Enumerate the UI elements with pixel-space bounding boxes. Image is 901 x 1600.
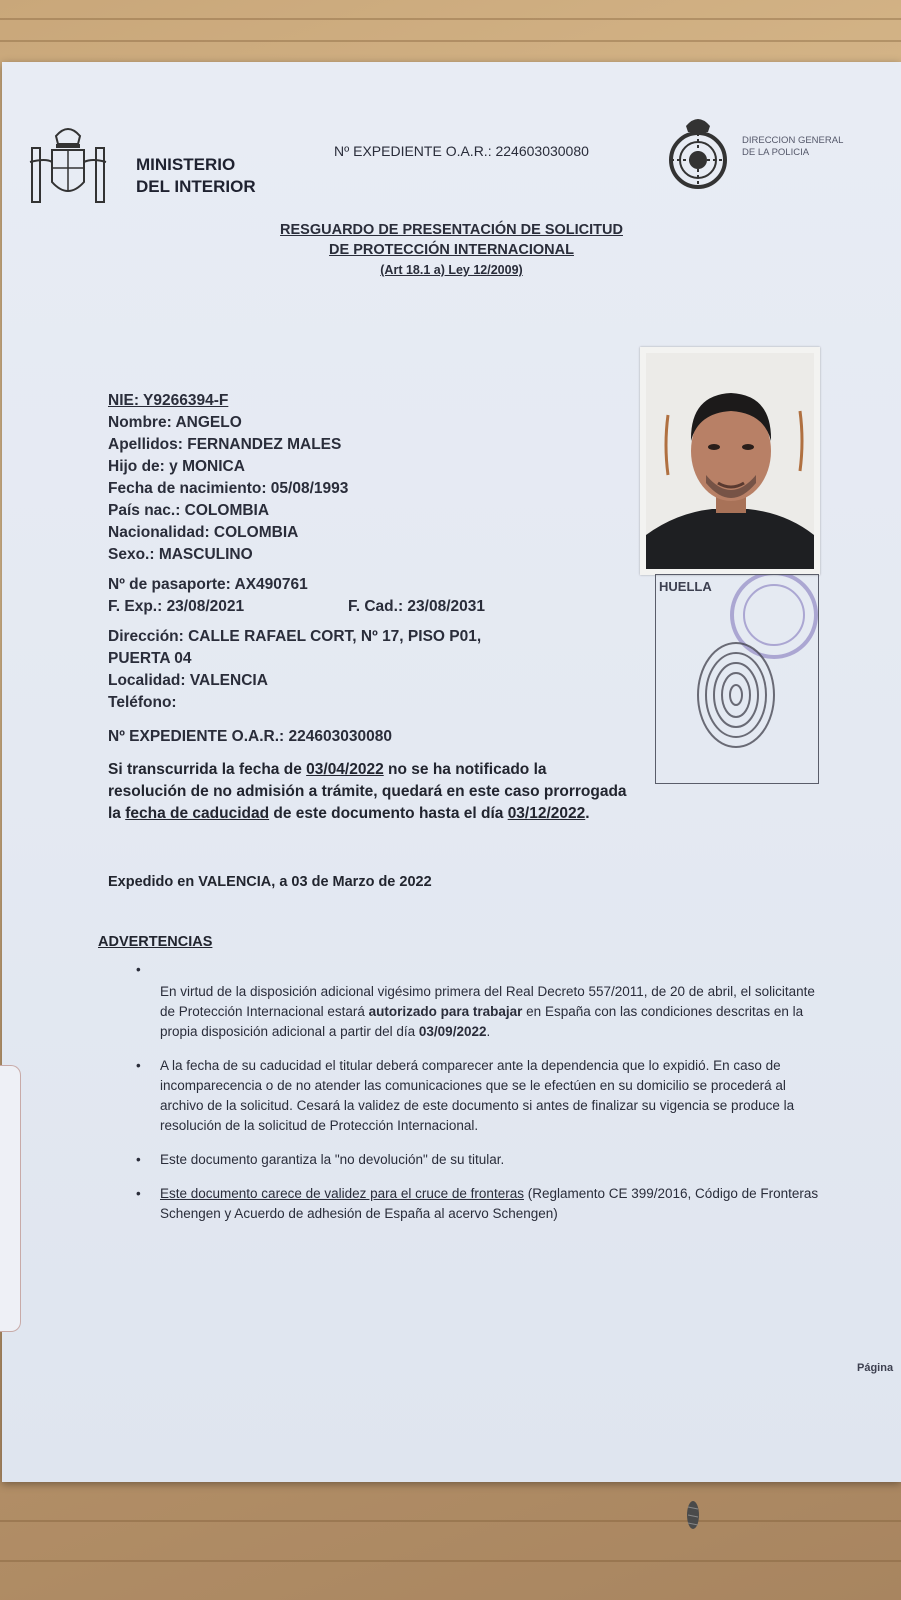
ministry-line2: DEL INTERIOR xyxy=(136,177,256,196)
wood-grain xyxy=(0,18,901,20)
fecha-nacimiento-field: Fecha de nacimiento: 05/08/1993 xyxy=(108,480,349,497)
sexo-field: Sexo.: MASCULINO xyxy=(108,546,253,563)
hijo-de-field: Hijo de: y MONICA xyxy=(108,458,245,475)
title-line1: RESGUARDO DE PRESENTACIÓN DE SOLICITUD xyxy=(280,222,623,238)
b1-text-c: . xyxy=(486,1024,491,1039)
list-item xyxy=(136,1150,826,1170)
bullet-icon: • xyxy=(136,1152,141,1167)
telefono-field: Teléfono: xyxy=(108,694,177,711)
applicant-photo-frame xyxy=(640,347,820,575)
title-line2: DE PROTECCIÓN INTERNACIONAL xyxy=(329,242,574,258)
screw-icon xyxy=(682,1495,704,1535)
page-label: Página xyxy=(857,1362,894,1374)
f-cad-field: F. Cad.: 23/08/2031 xyxy=(348,598,485,615)
advertencias-title: ADVERTENCIAS xyxy=(98,934,213,950)
fingerprint-box xyxy=(655,574,819,784)
bullet-icon: • xyxy=(136,1186,141,1201)
spanish-coat-of-arms-icon xyxy=(26,122,110,212)
b1-date: 03/09/2022 xyxy=(418,1024,487,1039)
f-exp-field: F. Exp.: 23/08/2021 xyxy=(108,598,245,615)
list-item xyxy=(136,1184,826,1224)
title-line3: (Art 18.1 a) Ley 12/2009) xyxy=(380,263,523,277)
bullet-icon: • xyxy=(136,1058,141,1073)
b4-text: (Reglamento CE 399/2016, Código de Fronteras Schengen y Acuerdo de adhesión de España al acervo Schengen) xyxy=(160,1186,819,1221)
direccion-field: Dirección: CALLE RAFAEL CORT, Nº 17, PISO P01, xyxy=(108,628,482,645)
police-line2: DE LA POLICIA xyxy=(742,147,810,158)
nacionalidad-field: Nacionalidad: COLOMBIA xyxy=(108,524,299,541)
apellidos-field: Apellidos: FERNANDEZ MALES xyxy=(108,436,342,453)
notice-date-2: 03/12/2022 xyxy=(507,805,586,822)
notice-expiry-term: fecha de caducidad xyxy=(125,805,270,822)
advertencias-list xyxy=(136,960,826,1238)
expediente-field: Nº EXPEDIENTE O.A.R.: 224603030080 xyxy=(108,728,392,745)
notice-text-4: . xyxy=(585,805,590,822)
side-tab xyxy=(0,1065,21,1332)
document-page xyxy=(2,62,901,1482)
police-line1: DIRECCION GENERAL xyxy=(742,135,844,146)
notice-date-1: 03/04/2022 xyxy=(306,761,384,778)
b1-text-a: En virtud de la disposición adicional vigésimo primera del Real Decreto 557/2011, de 20 de abril, el solicitante de Protección Internacional estará xyxy=(160,984,815,1019)
ministry-name xyxy=(136,154,256,198)
list-item xyxy=(136,1056,826,1136)
notice-text-1: Si transcurrida la fecha de xyxy=(108,761,307,778)
localidad-field: Localidad: VALENCIA xyxy=(108,672,268,689)
police-directorate xyxy=(742,135,843,159)
list-item xyxy=(136,960,826,1042)
huella-label: HUELLA xyxy=(659,579,712,594)
expiration-row xyxy=(108,596,485,618)
ministry-line1: MINISTERIO xyxy=(136,155,236,174)
expediente-number-top: Nº EXPEDIENTE O.A.R.: 224603030080 xyxy=(334,143,589,159)
police-seal-icon xyxy=(668,114,728,192)
notice-text-3: de este documento hasta el día xyxy=(269,805,508,822)
extension-notice xyxy=(108,759,628,825)
b2-text: A la fecha de su caducidad el titular deberá comparecer ante la dependencia que lo expidió. En caso de incomparecencia o de no atender las comunicaciones que se le efectúen en su domicilio se procederá al archivo de la solicitud. Cesará la validez de este documento si antes de finalizar su vigencia se produce la resolución de la solicitud de Protección Internacional. xyxy=(160,1058,795,1133)
wood-grain xyxy=(0,40,901,42)
wood-grain xyxy=(0,1560,901,1562)
bullet-icon: • xyxy=(136,962,141,977)
applicant-data xyxy=(108,390,485,748)
issued-line: Expedido en VALENCIA, a 03 de Marzo de 2022 xyxy=(108,874,432,890)
fingerprint-icon xyxy=(656,575,818,783)
document-title xyxy=(2,220,901,280)
nie-field: NIE: Y9266394-F xyxy=(108,392,229,409)
applicant-photo xyxy=(646,353,814,569)
wood-grain xyxy=(0,1520,901,1522)
pasaporte-field: Nº de pasaporte: AX490761 xyxy=(108,576,308,593)
notice-text-2: no se ha notificado la resolución de no admisión a trámite, quedará en este caso prorrogada la xyxy=(108,761,627,822)
direccion-line2: PUERTA 04 xyxy=(108,650,192,667)
pais-nac-field: País nac.: COLOMBIA xyxy=(108,502,270,519)
b3-text: Este documento garantiza la "no devolución" de su titular. xyxy=(160,1152,505,1167)
b1-text-b: en España con las condiciones descritas en la propia disposición adicional a partir del día xyxy=(160,1004,804,1039)
nombre-field: Nombre: ANGELO xyxy=(108,414,242,431)
b4-underlined: Este documento carece de validez para el cruce de fronteras xyxy=(160,1186,524,1201)
b1-bold: autorizado para trabajar xyxy=(368,1004,523,1019)
